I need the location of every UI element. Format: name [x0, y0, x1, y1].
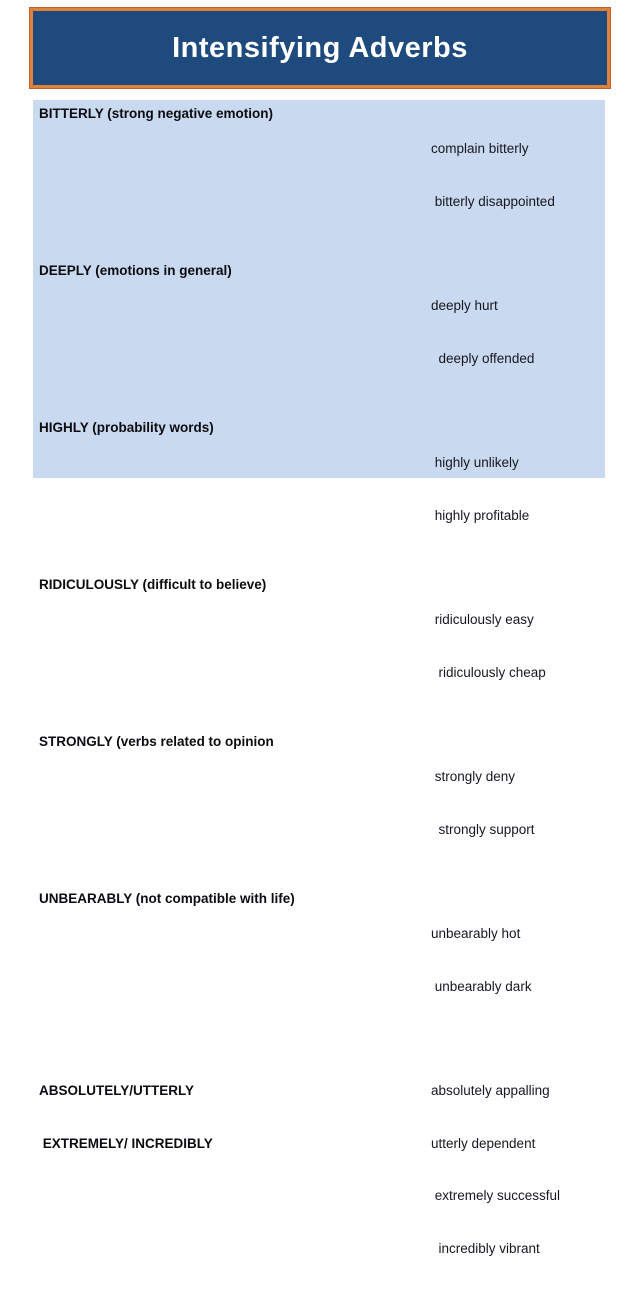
- example-line: highly profitable: [431, 507, 530, 523]
- adverb-table: [33, 100, 605, 1256]
- example-line: unbearably dark: [431, 978, 532, 994]
- adverb-label: STRONGLY (verbs related to opinion: [39, 734, 274, 749]
- table-row-unbearably: [39, 890, 605, 1030]
- example-line: utterly dependent: [431, 1135, 536, 1151]
- adverb-label-line2: EXTREMELY/ INCREDIBLY: [39, 1135, 213, 1151]
- example-line: highly unlikely: [431, 455, 519, 470]
- adverb-label: [39, 1047, 431, 1292]
- table-row-bitterly: [39, 105, 605, 245]
- example-line: bitterly disappointed: [431, 193, 555, 209]
- adverb-examples: [431, 1047, 605, 1292]
- example-line: extremely successful: [431, 1188, 561, 1203]
- example-line: absolutely appalling: [431, 1083, 550, 1098]
- adverb-examples: [431, 262, 605, 402]
- adverb-examples: [431, 890, 605, 1030]
- example-line: ridiculously cheap: [431, 664, 546, 680]
- page-title: Intensifying Adverbs: [172, 31, 468, 64]
- title-banner: [30, 8, 610, 88]
- adverb-label: UNBEARABLY (not compatible with life): [39, 891, 295, 906]
- adverb-label: HIGHLY (probability words): [39, 420, 214, 435]
- example-line: deeply offended: [431, 350, 535, 366]
- adverb-label: RIDICULOUSLY (difficult to believe): [39, 577, 267, 592]
- example-line: strongly support: [431, 821, 535, 837]
- table-row-strongly: [39, 733, 605, 873]
- example-line: complain bitterly: [431, 141, 529, 156]
- table-row-absolutely: [39, 1047, 605, 1292]
- table-row-deeply: [39, 262, 605, 402]
- example-line: unbearably hot: [431, 926, 521, 941]
- adverb-label: DEEPLY (emotions in general): [39, 263, 232, 278]
- table-row-ridiculously: [39, 576, 605, 716]
- table-row-highly: [39, 419, 605, 559]
- example-line: incredibly vibrant: [431, 1240, 540, 1256]
- adverb-label: BITTERLY (strong negative emotion): [39, 106, 274, 121]
- adverb-examples: [431, 733, 605, 873]
- adverb-examples: [431, 419, 605, 559]
- adverb-label-line1: ABSOLUTELY/UTTERLY: [39, 1083, 195, 1098]
- adverb-examples: [431, 105, 605, 245]
- example-line: ridiculously easy: [431, 612, 534, 627]
- example-line: deeply hurt: [431, 298, 498, 313]
- adverb-examples: [431, 576, 605, 716]
- example-line: strongly deny: [431, 769, 516, 784]
